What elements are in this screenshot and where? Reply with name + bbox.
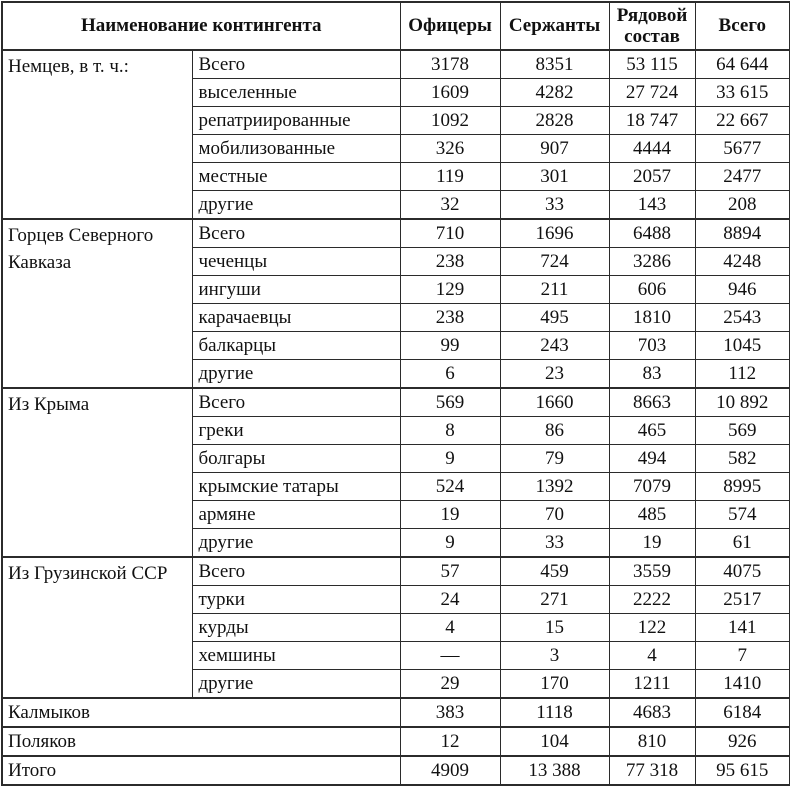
value-cell: 170 [500,670,609,699]
value-cell: 9 [400,445,500,473]
value-cell: 141 [695,614,790,642]
value-cell: 15 [500,614,609,642]
value-cell: 524 [400,473,500,501]
row-label-cell: другие [192,529,400,558]
column-header-rank-and-file: Рядовой состав [609,2,695,50]
value-cell: 4075 [695,557,790,586]
value-cell: 494 [609,445,695,473]
value-cell: 57 [400,557,500,586]
value-cell: 79 [500,445,609,473]
value-cell: 574 [695,501,790,529]
value-cell: 4248 [695,248,790,276]
value-cell: 5677 [695,135,790,163]
value-cell: 8663 [609,388,695,417]
value-cell: 7 [695,642,790,670]
value-cell: 1118 [500,698,609,727]
value-cell: 53 115 [609,50,695,79]
value-cell: 1045 [695,332,790,360]
value-cell: 143 [609,191,695,220]
value-cell: 606 [609,276,695,304]
value-cell: 459 [500,557,609,586]
value-cell: 24 [400,586,500,614]
group-name-cell: Из Крыма [2,388,192,557]
value-cell: 18 747 [609,107,695,135]
row-label-cell: мобилизованные [192,135,400,163]
value-cell: 211 [500,276,609,304]
value-cell: 22 667 [695,107,790,135]
table-row [2,50,790,79]
value-cell: 271 [500,586,609,614]
value-cell: 907 [500,135,609,163]
value-cell: 86 [500,417,609,445]
summary-label-cell: Итого [2,756,400,785]
group-name-cell: Немцев, в т. ч.: [2,50,192,219]
value-cell: 4444 [609,135,695,163]
value-cell: 129 [400,276,500,304]
value-cell: 926 [695,727,790,756]
value-cell: 9 [400,529,500,558]
value-cell: 2057 [609,163,695,191]
value-cell: 1609 [400,79,500,107]
row-label-cell: греки [192,417,400,445]
value-cell: 569 [400,388,500,417]
value-cell: 1410 [695,670,790,699]
value-cell: 8894 [695,219,790,248]
value-cell: 12 [400,727,500,756]
row-label-cell: репатриированные [192,107,400,135]
row-label-cell: Всего [192,50,400,79]
value-cell: 465 [609,417,695,445]
row-label-cell: Всего [192,219,400,248]
group-name-cell: Горцев Северного Кавказа [2,219,192,388]
value-cell: 4683 [609,698,695,727]
value-cell: 95 615 [695,756,790,785]
value-cell: 6 [400,360,500,389]
value-cell: 810 [609,727,695,756]
value-cell: 208 [695,191,790,220]
row-label-cell: выселенные [192,79,400,107]
value-cell: 383 [400,698,500,727]
value-cell: 77 318 [609,756,695,785]
value-cell: 2517 [695,586,790,614]
value-cell: 13 388 [500,756,609,785]
value-cell: 8 [400,417,500,445]
value-cell: 243 [500,332,609,360]
value-cell: 569 [695,417,790,445]
table-row [2,388,790,417]
value-cell: 119 [400,163,500,191]
value-cell: 23 [500,360,609,389]
value-cell: 2828 [500,107,609,135]
value-cell: 703 [609,332,695,360]
value-cell: 99 [400,332,500,360]
column-header-officers: Офицеры [400,2,500,50]
table-header [2,2,790,50]
value-cell: 19 [609,529,695,558]
row-label-cell: болгары [192,445,400,473]
row-label-cell: другие [192,360,400,389]
value-cell: 6184 [695,698,790,727]
row-label-cell: хемшины [192,642,400,670]
value-cell: 946 [695,276,790,304]
value-cell: 32 [400,191,500,220]
value-cell: 70 [500,501,609,529]
value-cell: 3 [500,642,609,670]
row-label-cell: чеченцы [192,248,400,276]
summary-row [2,698,790,727]
value-cell: 485 [609,501,695,529]
value-cell: 238 [400,304,500,332]
value-cell: 2543 [695,304,790,332]
column-header-total: Всего [695,2,790,50]
value-cell: 238 [400,248,500,276]
summary-row [2,756,790,785]
row-label-cell: местные [192,163,400,191]
value-cell: 3559 [609,557,695,586]
value-cell: 2222 [609,586,695,614]
value-cell: 4909 [400,756,500,785]
value-cell: 3178 [400,50,500,79]
value-cell: 8995 [695,473,790,501]
value-cell: 122 [609,614,695,642]
value-cell: 1092 [400,107,500,135]
column-header-sergeants: Сержанты [500,2,609,50]
value-cell: 1696 [500,219,609,248]
row-label-cell: другие [192,191,400,220]
value-cell: 64 644 [695,50,790,79]
value-cell: 4282 [500,79,609,107]
summary-label-cell: Калмыков [2,698,400,727]
group-name-cell: Из Грузинской ССР [2,557,192,698]
value-cell: 19 [400,501,500,529]
value-cell: 104 [500,727,609,756]
value-cell: — [400,642,500,670]
summary-label-cell: Поляков [2,727,400,756]
value-cell: 112 [695,360,790,389]
column-header-name: Наименование контингента [2,2,400,50]
row-label-cell: карачаевцы [192,304,400,332]
row-label-cell: армяне [192,501,400,529]
value-cell: 8351 [500,50,609,79]
value-cell: 1392 [500,473,609,501]
row-label-cell: Всего [192,557,400,586]
row-label-cell: крымские татары [192,473,400,501]
table-body [2,50,790,785]
value-cell: 4 [609,642,695,670]
value-cell: 326 [400,135,500,163]
value-cell: 6488 [609,219,695,248]
value-cell: 1810 [609,304,695,332]
value-cell: 33 [500,529,609,558]
value-cell: 7079 [609,473,695,501]
value-cell: 1211 [609,670,695,699]
value-cell: 1660 [500,388,609,417]
table-row [2,557,790,586]
value-cell: 33 [500,191,609,220]
summary-row [2,727,790,756]
row-label-cell: другие [192,670,400,699]
value-cell: 301 [500,163,609,191]
value-cell: 724 [500,248,609,276]
row-label-cell: турки [192,586,400,614]
row-label-cell: курды [192,614,400,642]
value-cell: 61 [695,529,790,558]
value-cell: 4 [400,614,500,642]
value-cell: 83 [609,360,695,389]
value-cell: 3286 [609,248,695,276]
value-cell: 10 892 [695,388,790,417]
row-label-cell: ингуши [192,276,400,304]
table-row [2,219,790,248]
header-row [2,2,790,50]
row-label-cell: балкарцы [192,332,400,360]
value-cell: 29 [400,670,500,699]
value-cell: 33 615 [695,79,790,107]
value-cell: 27 724 [609,79,695,107]
row-label-cell: Всего [192,388,400,417]
value-cell: 582 [695,445,790,473]
value-cell: 495 [500,304,609,332]
contingent-table [1,1,790,786]
value-cell: 710 [400,219,500,248]
value-cell: 2477 [695,163,790,191]
